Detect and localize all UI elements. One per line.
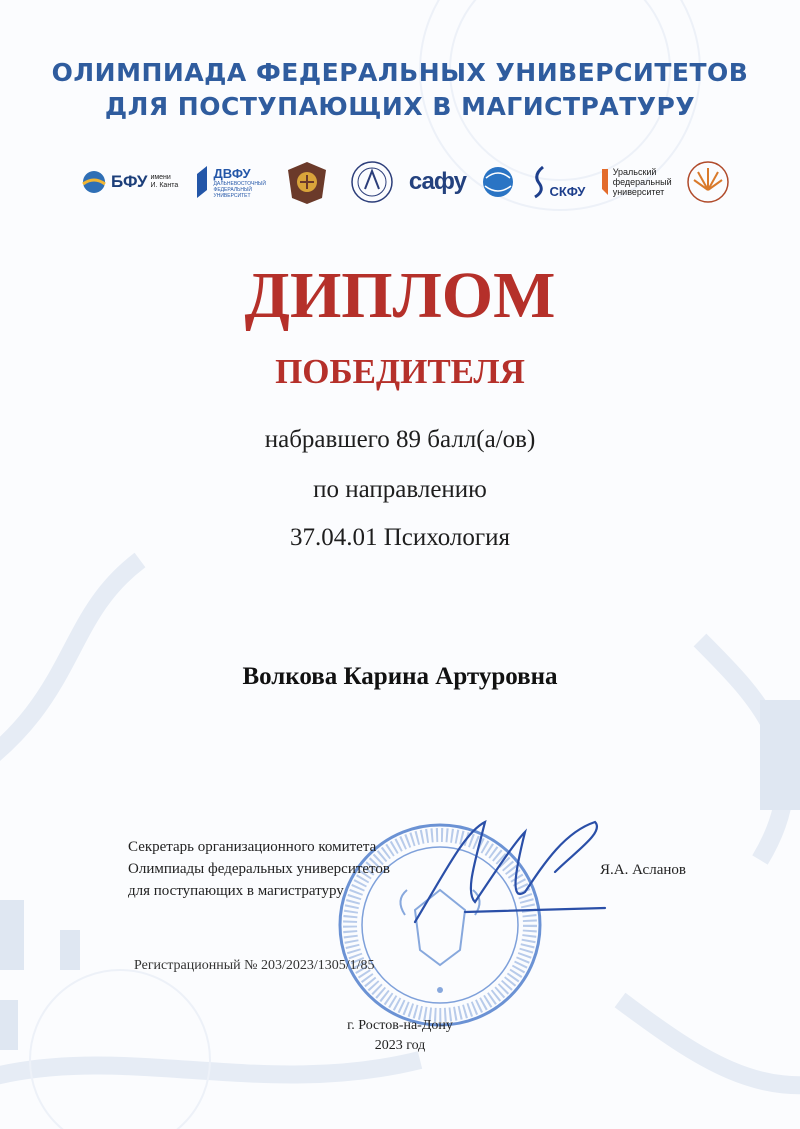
sunburst-logo-icon <box>686 160 730 204</box>
crest-logo-icon <box>280 160 334 204</box>
logo-safu <box>409 168 466 196</box>
bg-block <box>760 700 800 810</box>
year: 2023 год <box>374 1038 426 1053</box>
safu-abbr: сафу <box>408 168 466 195</box>
program-line: 37.04.01 Психология <box>289 524 511 551</box>
dvfu-sub2: ФЕДЕРАЛЬНЫЙ <box>213 186 253 193</box>
recipient-name: Волкова Карина Артуровна <box>242 663 558 690</box>
bfu-emblem-icon <box>80 170 108 194</box>
signer-name: Я.А. Асланов <box>600 862 686 878</box>
bfu-sub <box>150 174 178 190</box>
skfu-emblem-icon <box>531 165 547 199</box>
diploma-subtitle: ПОБЕДИТЕЛЯ <box>275 352 525 391</box>
score-line: набравшего 89 балл(а/ов) <box>264 426 536 453</box>
urfu-text <box>613 167 672 197</box>
globe-logo-icon <box>480 164 516 200</box>
role-line-2: Олимпиады федеральных университетов <box>128 861 390 877</box>
logo-bfu <box>80 170 178 194</box>
dvfu-abbr: ДВФУ <box>213 165 251 181</box>
diploma-title: ДИПЛОМ <box>244 259 556 332</box>
university-logos <box>80 152 730 212</box>
dvfu-sub3: УНИВЕРСИТЕТ <box>213 192 251 199</box>
role-line-1: Секретарь организационного комитета <box>128 839 377 855</box>
direction-line: по направлению <box>313 476 487 503</box>
logo-urfu <box>600 167 672 197</box>
urfu-line3: университет <box>612 187 665 197</box>
olympiad-header <box>0 56 800 124</box>
urfu-line1: Уральский <box>612 167 657 177</box>
bg-block <box>0 900 24 970</box>
place: г. Ростов-на-Дону <box>347 1018 453 1033</box>
logo-dvfu <box>193 164 266 200</box>
urfu-line2: федеральный <box>612 177 672 187</box>
secretary-role <box>128 836 390 902</box>
bfu-abbr: БФУ <box>111 172 148 191</box>
handwritten-signature <box>405 812 625 932</box>
dvfu-emblem-icon <box>193 164 211 200</box>
logo-skfu <box>531 165 586 199</box>
urfu-emblem-icon <box>600 167 610 197</box>
dvfu-sub1: ДАЛЬНЕВОСТОЧНЫЙ <box>213 180 266 187</box>
header-line-1: ОЛИМПИАДА ФЕДЕРАЛЬНЫХ УНИВЕРСИТЕТОВ <box>51 58 749 87</box>
skfu-abbr: СКФУ <box>549 184 586 199</box>
role-line-3: для поступающих в магистратуру <box>128 883 344 899</box>
header-line-2: ДЛЯ ПОСТУПАЮЩИХ В МАГИСТРАТУРУ <box>104 92 696 121</box>
circular-seal-logo-icon <box>349 159 395 205</box>
bg-block <box>60 930 80 970</box>
dvfu-text <box>214 166 266 199</box>
bfu-sub1: имени <box>150 174 171 181</box>
registration-number: Регистрационный № 203/2023/1305/1/85 <box>134 958 375 973</box>
bfu-sub2: И. Канта <box>150 182 179 189</box>
